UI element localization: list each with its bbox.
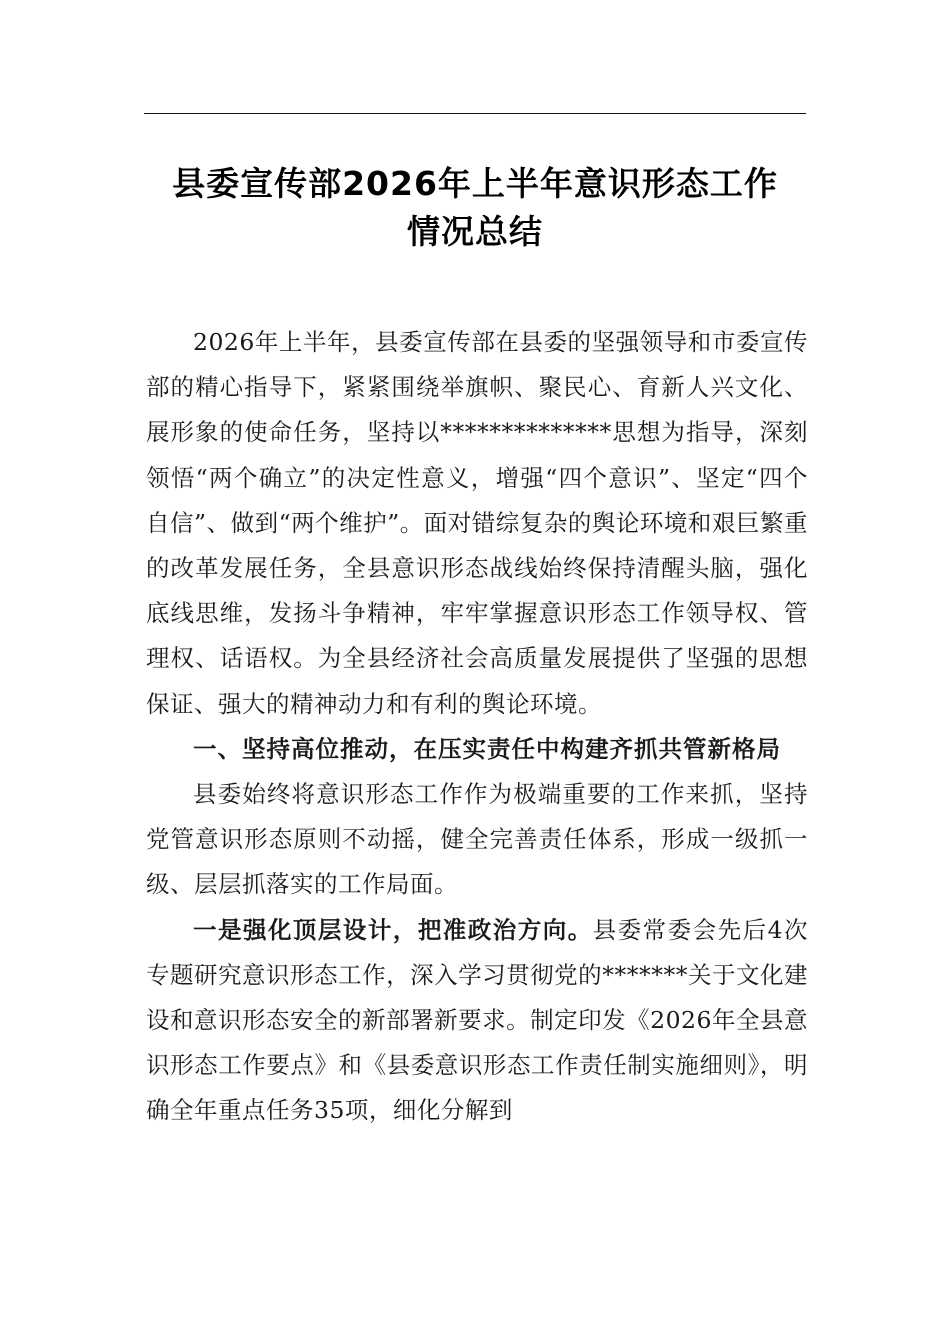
- title-line-1: 县委宣传部2026年上半年意识形态工作: [172, 164, 778, 203]
- title-line-2: 情况总结: [407, 212, 543, 251]
- document-title: [130, 160, 820, 256]
- point-1-text: 县委常委会先后4次专题研究意识形态工作，深入学习贯彻党的*******关于文化建设和意识形态安全的新部署新要求。制定印发《2026年全县意识形态工作要点》和《县委意识形态工作责任制实施细则》，明确全年重点任务35项，细化分解到: [146, 915, 809, 1125]
- section-1-paragraph: 县委始终将意识形态工作作为极端重要的工作来抓，坚持党管意识形态原则不动摇，健全完善责任体系，形成一级抓一级、层层抓落实的工作局面。: [146, 780, 808, 899]
- section-heading-1: 一、坚持高位推动，在压实责任中构建齐抓共管新格局: [193, 734, 781, 763]
- point-1-paragraph: [146, 908, 808, 1134]
- header-rule: [144, 113, 806, 114]
- document-body: [146, 320, 808, 1134]
- intro-paragraph: 2026年上半年，县委宣传部在县委的坚强领导和市委宣传部的精心指导下，紧紧围绕举旗帜、聚民心、育新人兴文化、展形象的使命任务，坚持以**************思想为指导，深刻领悟“两个确立”的决定性意义，增强“四个意识”、坚定“四个自信”、做到“两个维护”。面对错综复杂的舆论环境和艰巨繁重的改革发展任务，全县意识形态战线始终保持清醒头脑，强化底线思维，发扬斗争精神，牢牢掌握意识形态工作领导权、管理权、话语权。为全县经济社会高质量发展提供了坚强的思想保证、强大的精神动力和有利的舆论环境。: [146, 328, 808, 718]
- point-1-lead: 一是强化顶层设计，把准政治方向。: [193, 915, 593, 944]
